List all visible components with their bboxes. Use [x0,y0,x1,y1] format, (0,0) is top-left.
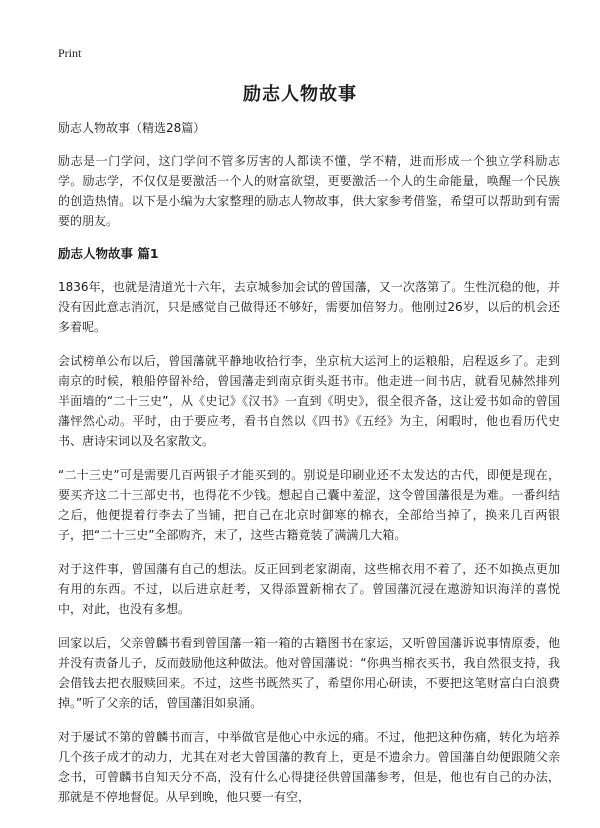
story-paragraph: 对于屡试不第的曾麟书而言，中举做官是他心中永远的痛。不过，他把这种伤痛，转化为培养几个孩子成才的动力，尤其在对老大曾国藩的教育上，更是不遗余力。曾国藩自幼便跟随父亲念书，可曾麟书自知天分不高，没有什么心得捷径供曾国藩参考，但是，他也有自己的办法，那就是不停地督促。从早到晚，他只要一有空， [58,730,560,804]
intro-paragraph: 励志是一门学问，这门学问不管多厉害的人都读不懂，学不精，进而形成一个独立学科励志学。励志学，不仅仅是要激活一个人的财富欲望，更要激活一个人的生命能量，唤醒一个民族的创造热情。以下是小编为大家整理的励志人物故事，供大家参考借鉴，希望可以帮助到有需要的朋友。 [58,154,560,228]
story-paragraph: 对于这件事，曾国藩有自己的想法。反正回到老家湖南，这些棉衣用不着了，还不如换点更加有用的东西。不过，以后进京赶考，又得添置新棉衣了。曾国藩沉浸在遨游知识海洋的喜悦中，对此，也没有多想。 [58,562,560,616]
page-title: 励志人物故事 [243,84,357,105]
story-paragraph: 回家以后，父亲曾麟书看到曾国藩一箱一箱的古籍图书在家运，又听曾国藩诉说事情原委，他并没有责备儿子，反而鼓励他这种做法。他对曾国藩说：“你典当棉衣买书，我自然很支持，我会借钱去把衣服赎回来。不过，这些书既然买了，希望你用心研读，不要把这笔财富白白浪费掉。”听了父亲的话，曾国藩泪如泉涌。 [58,636,560,710]
story-paragraph: 1836年，也就是清道光十六年，去京城参加会试的曾国藩，又一次落第了。生性沉稳的他，并没有因此意志消沉，只是感觉自己做得还不够好，需要加倍努力。他刚过26岁，以后的机会还多着呢。 [58,280,560,334]
article-body [58,120,560,821]
section-heading: 励志人物故事 篇1 [58,246,159,261]
story-paragraph: 会试榜单公布以后，曾国藩就平静地收拾行李，坐京杭大运河上的运粮船，启程返乡了。走到南京的时候，粮船停留补给，曾国藩走到南京街头逛书市。他走进一间书店，就看见赫然排列半面墙的“二十三史”，从《史记》《汉书》一直到《明史》，很全很齐备，这让爱书如命的曾国藩怦然心动。平时，由于要应考，看书自然以《四书》《五经》为主，闲暇时，他也看历代史书、唐诗宋词以及名家散文。 [58,354,560,448]
story-paragraph: “二十三史”可是需要几百两银子才能买到的。别说是印刷业还不太发达的古代，即便是现在，要买齐这二十三部史书，也得花不少钱。想起自己囊中羞涩，这令曾国藩很是为难。一番纠结之后，他便提着行李去了当铺，把自己在北京时御寒的棉衣，全部给当掉了，换来几百两银子，把“二十三史”全部购齐，末了，这些古籍竟装了满满几大箱。 [58,468,560,542]
print-link[interactable]: Print [58,46,82,60]
article-subtitle: 励志人物故事（精选28篇） [58,121,206,135]
